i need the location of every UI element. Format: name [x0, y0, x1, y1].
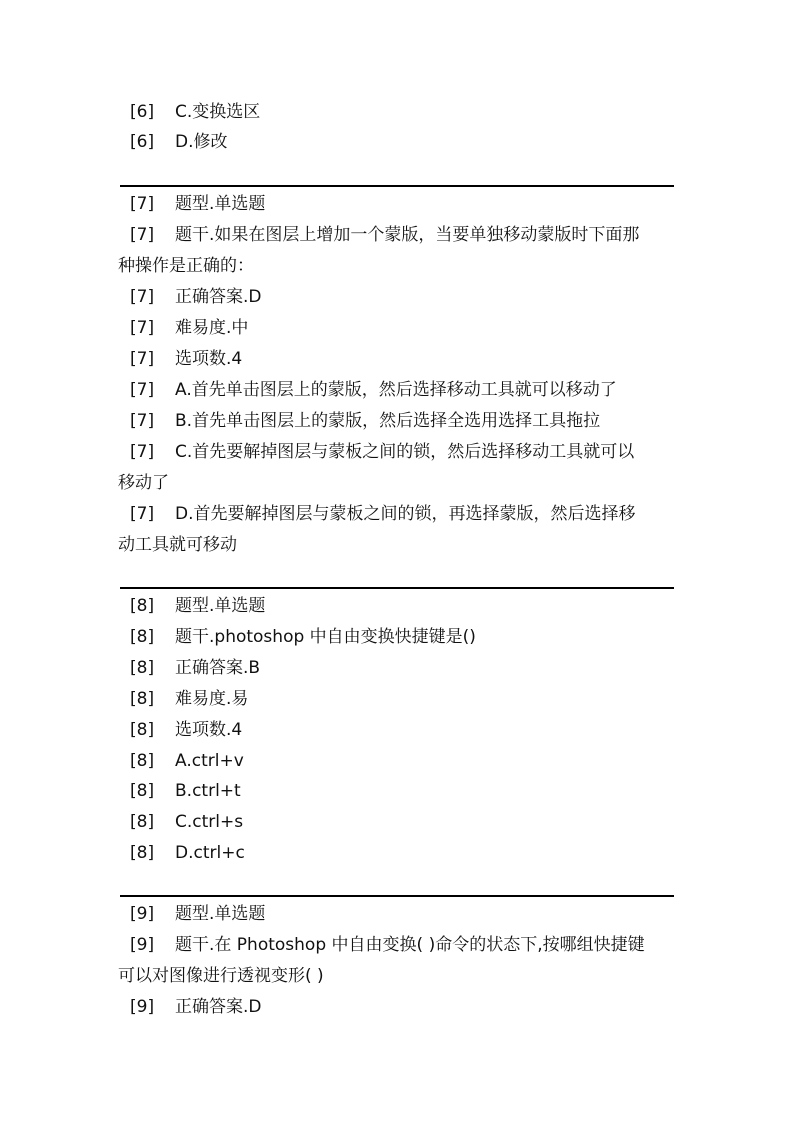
option-text: B.ctrl+t: [175, 781, 241, 801]
field-text: 题型.单选题: [175, 194, 266, 214]
question-9-stem: [120, 930, 675, 961]
question-number: [7]: [130, 504, 155, 524]
option-text: D.ctrl+c: [175, 843, 245, 863]
question-number: [7]: [130, 287, 155, 307]
question-7-option-d: [120, 499, 675, 530]
option-text: C.变换选区: [175, 102, 261, 122]
question-8-option-a: [120, 746, 675, 777]
option-text: C.ctrl+s: [175, 812, 244, 832]
question-8-option-d: [120, 838, 675, 869]
question-number: [7]: [130, 349, 155, 369]
field-text: 正确答案.D: [175, 997, 262, 1017]
field-text: 正确答案.B: [175, 658, 261, 678]
question-7-stem-continued: [118, 251, 673, 282]
question-7-option-c-continued: [118, 468, 673, 499]
option-text: C.首先要解掉图层与蒙板之间的锁，然后选择移动工具就可以: [175, 442, 635, 462]
question-7-option-b: [120, 406, 675, 437]
question-number: [6]: [130, 102, 155, 122]
question-8-difficulty: [120, 684, 675, 715]
section-divider: [120, 895, 674, 897]
question-8-option-b: [120, 776, 675, 807]
field-text: 可以对图像进行透视变形( ): [118, 966, 324, 986]
question-8-answer: [120, 653, 675, 684]
field-text: 题干.如果在图层上增加一个蒙版，当要单独移动蒙版时下面那: [175, 225, 640, 245]
question-number: [9]: [130, 904, 155, 924]
question-number: [7]: [130, 380, 155, 400]
question-number: [7]: [130, 225, 155, 245]
question-number: [8]: [130, 781, 155, 801]
question-number: [7]: [130, 442, 155, 462]
field-text: 难易度.中: [175, 318, 249, 338]
field-text: 选项数.4: [175, 349, 243, 369]
field-text: 题干.photoshop 中自由变换快捷键是(): [175, 627, 476, 647]
question-9-stem-continued: [118, 961, 673, 992]
question-8-option-c: [120, 807, 675, 838]
question-number: [8]: [130, 596, 155, 616]
section-divider: [120, 185, 674, 187]
question-7-option-a: [120, 375, 675, 406]
question-number: [9]: [130, 935, 155, 955]
question-number: [6]: [130, 132, 155, 152]
question-7-option-c: [120, 437, 675, 468]
option-text: A.ctrl+v: [175, 751, 244, 771]
question-7-option-count: [120, 344, 675, 375]
question-9-type: [120, 899, 675, 930]
question-8-option-count: [120, 715, 675, 746]
option-text: 移动了: [118, 473, 169, 493]
question-number: [7]: [130, 194, 155, 214]
question-number: [8]: [130, 689, 155, 709]
question-6-option-d: [120, 127, 675, 158]
question-number: [7]: [130, 411, 155, 431]
question-9-answer: [120, 992, 675, 1023]
field-text: 难易度.易: [175, 689, 249, 709]
section-divider: [120, 587, 674, 589]
question-number: [8]: [130, 720, 155, 740]
question-number: [8]: [130, 843, 155, 863]
question-6-option-c: [120, 97, 675, 128]
question-8-stem: [120, 622, 675, 653]
field-text: 种操作是正确的：: [118, 256, 254, 276]
field-text: 选项数.4: [175, 720, 243, 740]
option-text: B.首先单击图层上的蒙版，然后选择全选用选择工具拖拉: [175, 411, 601, 431]
option-text: D.首先要解掉图层与蒙板之间的锁，再选择蒙版，然后选择移: [175, 504, 636, 524]
field-text: 题型.单选题: [175, 596, 266, 616]
option-text: A.首先单击图层上的蒙版，然后选择移动工具就可以移动了: [175, 380, 617, 400]
question-number: [8]: [130, 812, 155, 832]
question-7-stem: [120, 220, 675, 251]
question-number: [7]: [130, 318, 155, 338]
field-text: 题型.单选题: [175, 904, 266, 924]
question-number: [9]: [130, 997, 155, 1017]
question-7-option-d-continued: [118, 530, 673, 561]
question-7-difficulty: [120, 313, 675, 344]
question-8-type: [120, 591, 675, 622]
question-7-answer: [120, 282, 675, 313]
field-text: 题干.在 Photoshop 中自由变换( )命令的状态下,按哪组快捷键: [175, 935, 645, 955]
question-7-type: [120, 189, 675, 220]
field-text: 正确答案.D: [175, 287, 262, 307]
question-number: [8]: [130, 627, 155, 647]
question-number: [8]: [130, 658, 155, 678]
option-text: 动工具就可移动: [118, 535, 237, 555]
option-text: D.修改: [175, 132, 228, 152]
question-number: [8]: [130, 751, 155, 771]
